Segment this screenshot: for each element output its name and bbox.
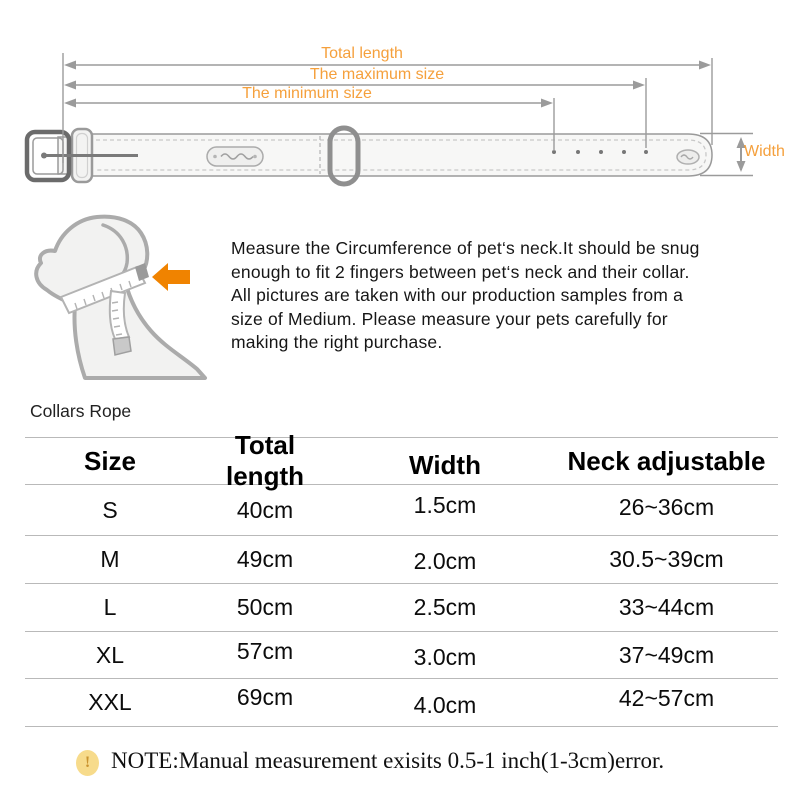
minimum-size-label: The minimum size (242, 85, 372, 102)
table-row (25, 679, 778, 727)
cell-width: 2.0cm (413, 548, 477, 574)
cell-width: 4.0cm (413, 692, 477, 718)
cell-size: M (100, 546, 120, 572)
cell-width: 1.5cm (413, 491, 477, 518)
measure-text-line: enough to fit 2 fingers between pet‘s neck and their collar. (231, 261, 690, 282)
measure-text-line: Measure the Circumference of pet‘s neck.It should be snug (231, 238, 700, 258)
table-row (25, 632, 778, 679)
table-header-row (25, 430, 778, 491)
maximum-size-label: The maximum size (309, 66, 445, 83)
measure-text-line: size of Medium. Please measure your pets carefully for (231, 308, 668, 329)
footnote (0, 744, 800, 784)
width-label: Width (744, 143, 785, 160)
cell-neck: 33~44cm (618, 594, 715, 620)
cell-size: L (103, 594, 117, 620)
table-row (25, 485, 778, 536)
table-row (25, 584, 778, 632)
section-label-collars-rope: Collars Rope (30, 401, 132, 421)
cell-neck: 37~49cm (618, 641, 715, 668)
cell-neck: 42~57cm (618, 685, 715, 711)
warning-icon: ! (76, 750, 99, 776)
cell-size: XL (95, 641, 125, 668)
tip-tag (677, 150, 699, 164)
orange-arrow-icon (152, 263, 190, 291)
col-header-width: Width (409, 449, 481, 480)
dog-measure-illustration (25, 205, 225, 380)
cell-neck: 26~36cm (618, 493, 715, 520)
measuring-instructions (231, 237, 700, 355)
col-header-neck-adjustable: Neck adjustable (567, 445, 766, 476)
cell-width: 2.5cm (413, 594, 477, 620)
cell-total-length: 57cm (236, 637, 294, 664)
cell-width: 3.0cm (413, 643, 477, 670)
cell-total-length: 69cm (236, 684, 294, 710)
size-table (25, 430, 778, 727)
total-length-label: Total length (321, 45, 403, 62)
col-header-total-length: Total length (226, 430, 304, 491)
cell-total-length: 40cm (236, 496, 294, 523)
cell-size: XXL (88, 689, 132, 715)
cell-total-length: 50cm (236, 594, 294, 620)
table-row (25, 536, 778, 584)
footnote-text: NOTE:Manual measurement exisits 0.5-1 inch(1-3cm)error. (111, 748, 665, 773)
measure-text-line: All pictures are taken with our production samples from a (231, 285, 684, 305)
col-header-size: Size (83, 445, 137, 476)
cell-size: S (102, 496, 118, 523)
cell-neck: 30.5~39cm (609, 546, 724, 572)
measure-text-line: making the right purchase. (231, 332, 443, 352)
cell-total-length: 49cm (236, 546, 294, 572)
brand-plate (207, 147, 263, 166)
